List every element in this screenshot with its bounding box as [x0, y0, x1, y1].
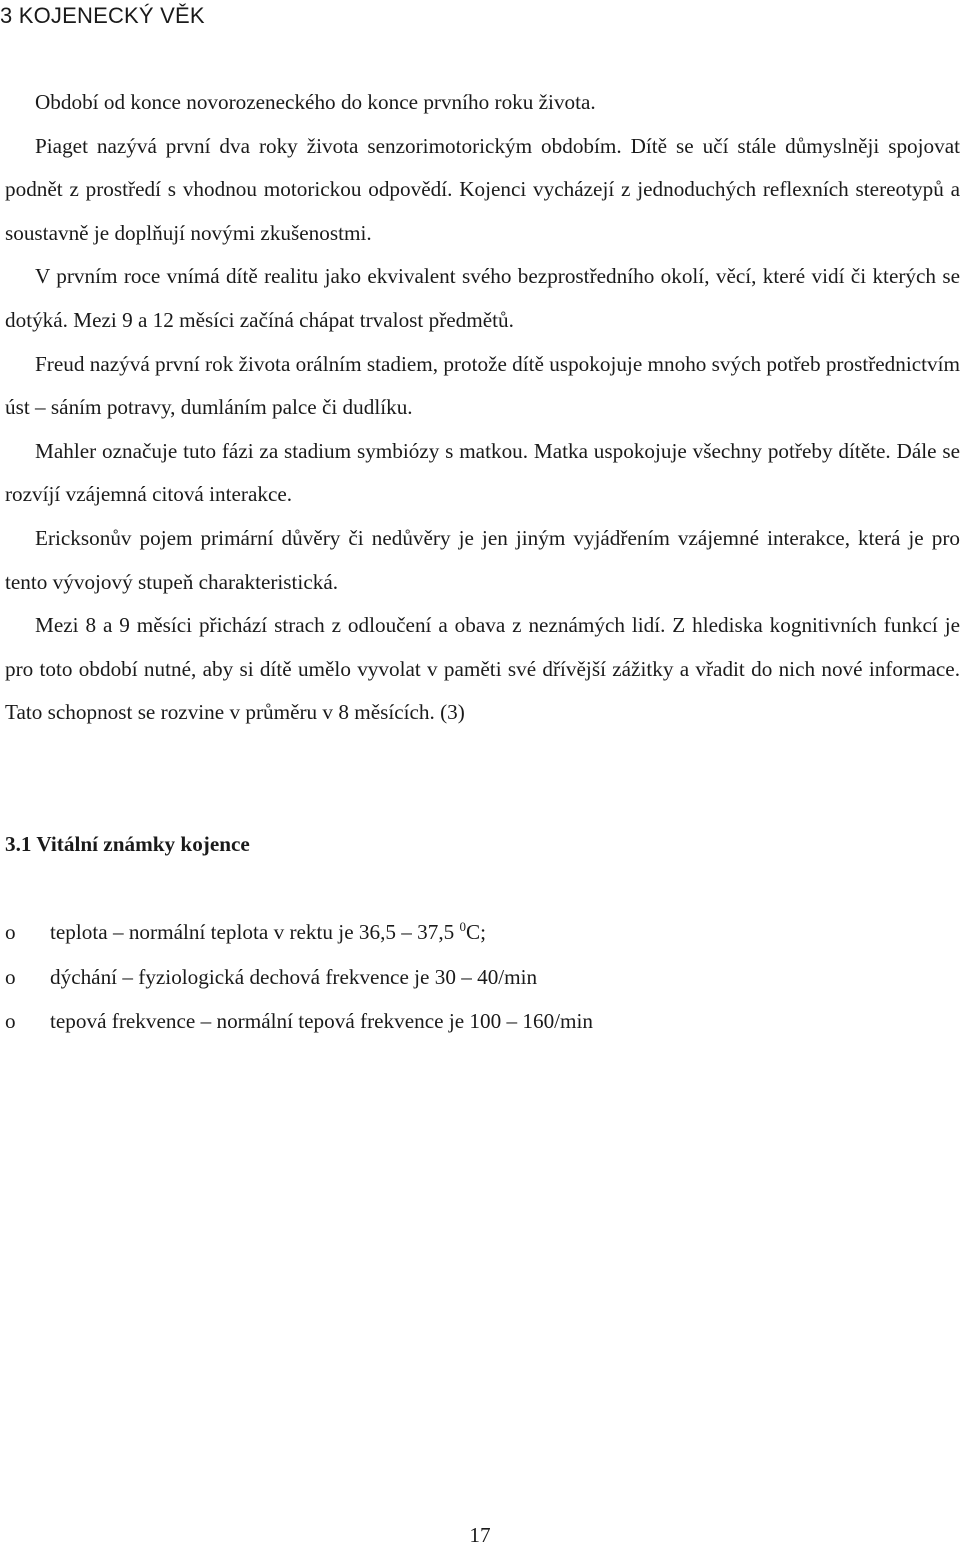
section-title: 3.1 Vitální známky kojence: [5, 832, 250, 856]
paragraph: V prvním roce vnímá dítě realitu jako ekvivalent svého bezprostředního okolí, věcí, které vidí či kterých se dotýká. Mezi 9 a 12 měsíci začíná chápat trvalost předmětů.: [5, 264, 960, 332]
list-item: [5, 999, 593, 1044]
list-bullet: o: [5, 1009, 16, 1033]
paragraph: Piaget nazývá první dva roky života senzorimotorickým obdobím. Dítě se učí stále důmyslněji spojovat podnět z prostředí s vhodnou motorickou odpovědí. Kojenci vycházejí z jednoduchých reflexních stereotypů a soustavně je doplňují novými zkušenostmi.: [5, 133, 960, 245]
page-number: 17: [469, 1523, 491, 1547]
list-item-text: teplota – normální teplota v rektu je 36,5 – 37,5: [50, 920, 460, 944]
degree-superscript: 0: [459, 919, 467, 934]
chapter-title: 3 KOJENECKÝ VĚK: [0, 3, 205, 28]
list-item-text: tepová frekvence – normální tepová frekvence je 100 – 160/min: [50, 1009, 594, 1033]
list-item: [5, 955, 593, 1000]
paragraph: Freud nazývá první rok života orálním stadiem, protože dítě uspokojuje mnoho svých potřeb prostřednictvím úst – sáním potravy, dumláním palce či dudlíku.: [5, 351, 960, 420]
paragraph: Období od konce novorozeneckého do konce prvního roku života.: [35, 90, 596, 114]
list-bullet: o: [5, 964, 16, 989]
paragraph: Mezi 8 a 9 měsíci přichází strach z odloučení a obava z neznámých lidí. Z hlediska kognitivních funkcí je pro toto období nutné, aby si dítě umělo vyvolat v paměti své dřívější zážitky a vřadit do nich nové informace. Tato schopnost se rozvine v průměru v 8 měsících. (3): [5, 613, 960, 725]
vitals-list: [5, 910, 593, 1044]
list-item-text: dýchání – fyziologická dechová frekvence je 30 – 40/min: [50, 964, 538, 989]
paragraph: Ericksonův pojem primární důvěry či nedůvěry je jen jiným vyjádřením vzájemné interakce, která je pro tento vývojový stupeň charakteristická.: [5, 525, 960, 594]
list-item: [5, 910, 593, 955]
list-item-text-end: C;: [466, 920, 487, 944]
list-bullet: o: [5, 920, 16, 944]
chapter-body: [5, 81, 960, 735]
paragraph: Mahler označuje tuto fázi za stadium symbiózy s matkou. Matka uspokojuje všechny potřeby dítěte. Dále se rozvíjí vzájemná citová interakce.: [5, 438, 960, 507]
